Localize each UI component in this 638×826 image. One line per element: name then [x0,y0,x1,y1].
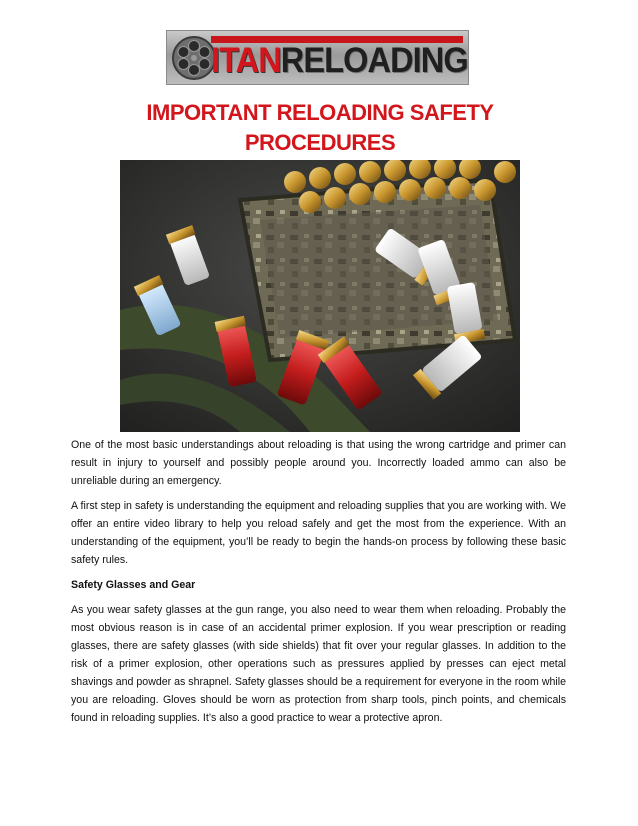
article-body [71,436,566,734]
logo-text-dark: RELOADING [280,41,468,80]
paragraph-equipment: A first step in safety is understanding the equipment and reloading supplies that you are working with. We offer an entire video library to help you reload safely and get the most from the experience. With an understanding of the equipment, you’ll be ready to begin the hands-on process by following these basic safety rules. [71,500,566,566]
paragraph-safety-glasses: As you wear safety glasses at the gun range, you also need to wear them when reloading. Probably the most obvious reason is in case of an accidental primer explosion. If you wear prescription or reading glasses, there are safety glasses (with side shields) that fit over your regular glasses. In addition to the risk of a primer explosion, other operations such as pressures applied by presses can eject metal shavings and powder as shrapnel. Safety glasses should be a requirement for everyone in the room while you are reloading. Gloves should be worn as protection from sharp tools, pinch points, and chemicals found in reloading supplies. It’s also a good practice to wear a protective apron. [71,604,566,724]
shotgun-shells-photo [120,160,520,432]
logo-wordmark [211,42,468,80]
section-heading-safety-glasses: Safety Glasses and Gear [71,579,196,591]
page-title [110,98,530,158]
titan-reloading-logo [166,30,469,85]
paragraph-intro: One of the most basic understandings about reloading is that using the wrong cartridge and primer can result in injury to yourself and possibly people around you. Incorrectly loaded ammo can also be unreliable during an emergency. [71,439,566,487]
title-line-1: IMPORTANT RELOADING SAFETY [146,100,494,125]
logo-text-red: ITAN [211,41,281,80]
title-line-2: PROCEDURES [244,130,396,155]
